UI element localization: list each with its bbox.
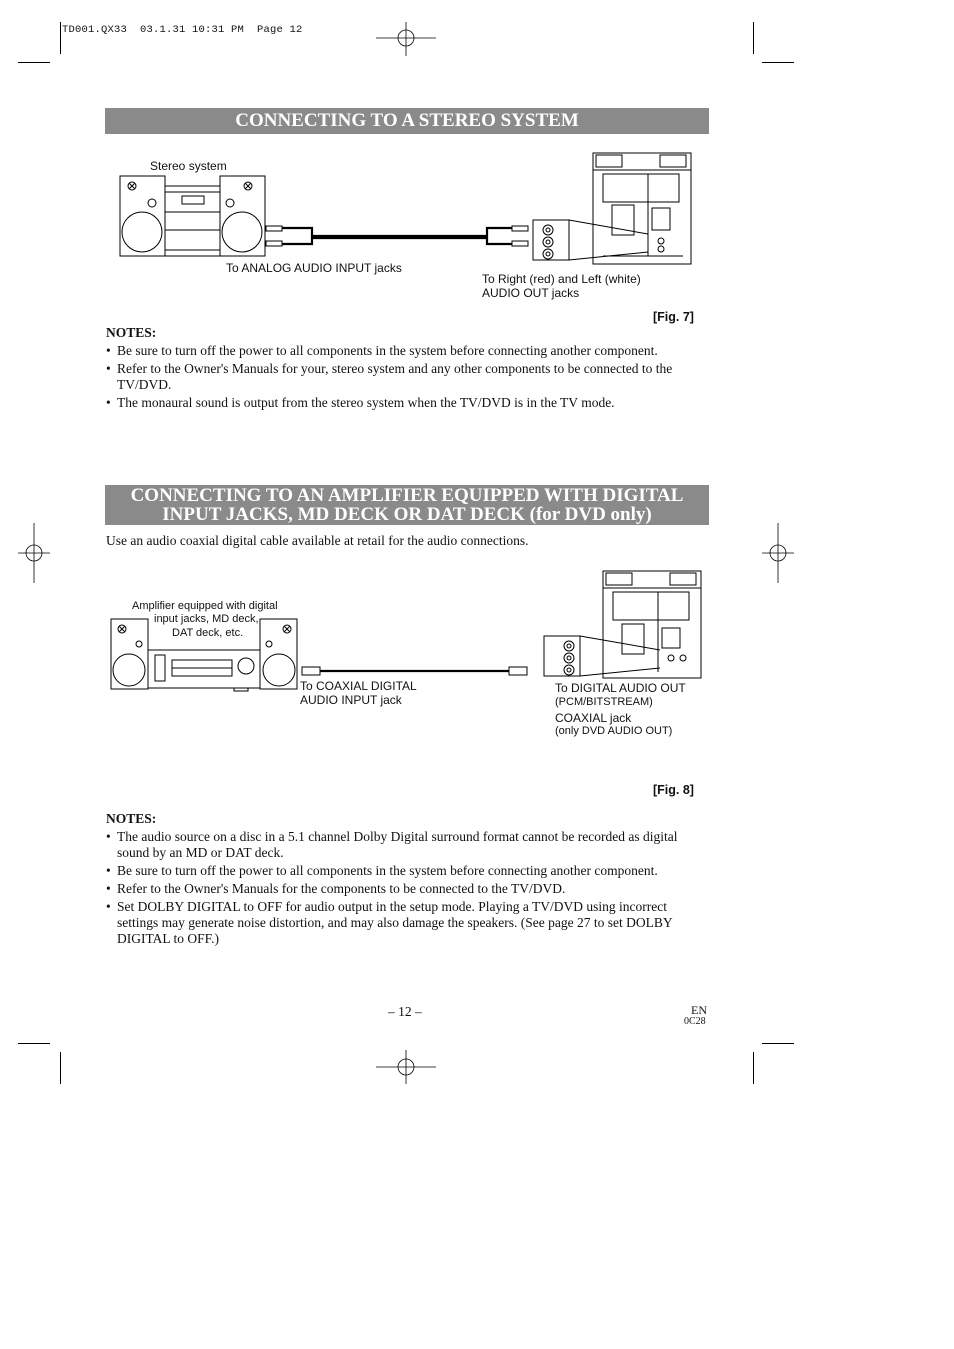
amp-label-line1: Amplifier equipped with digital <box>132 600 278 612</box>
digital-out-label-line1: To DIGITAL AUDIO OUT <box>555 681 686 695</box>
list-item: • The audio source on a disc in a 5.1 channel Dolby Digital surround format cannot be recorded as digital sound by an MD or DAT deck. <box>106 829 706 861</box>
language-code: EN <box>691 1003 707 1017</box>
print-slug: TD001.QX33 03.1.31 10:31 PM Page 12 <box>62 24 303 36</box>
intro-text: Use an audio coaxial digital cable available at retail for the audio connections. <box>106 533 529 548</box>
digital-out-label-line4: (only DVD AUDIO OUT) <box>555 725 673 737</box>
document-code: 0C28 <box>684 1016 706 1027</box>
list-item: • Refer to the Owner's Manuals for the components to be connected to the TV/DVD. <box>106 881 706 897</box>
digital-out-label-line3: COAXIAL jack <box>555 711 632 725</box>
list-item: • Set DOLBY DIGITAL to OFF for audio output in the setup mode. Playing a TV/DVD using incorrect settings may generate noise distortion, and may also damage the speakers. (See page 27 to set DOLBY DIGITAL to OFF.) <box>106 899 706 947</box>
notes-heading-2: NOTES: <box>106 811 157 826</box>
audio-out-label-line1: To Right (red) and Left (white) <box>482 272 641 286</box>
list-item: • Refer to the Owner's Manuals for your, stereo system and any other components to be connected to the TV/DVD. <box>106 361 706 393</box>
notes-list-2 <box>106 829 706 949</box>
digital-out-label-line2: (PCM/BITSTREAM) <box>555 696 653 708</box>
audio-out-label-line2: AUDIO OUT jacks <box>482 286 580 300</box>
coax-input-label-line2: AUDIO INPUT jack <box>300 693 402 707</box>
coax-input-label-line1: To COAXIAL DIGITAL <box>300 679 417 693</box>
list-item: • Be sure to turn off the power to all components in the system before connecting another component. <box>106 863 706 879</box>
analog-input-label: To ANALOG AUDIO INPUT jacks <box>226 261 402 275</box>
amp-label-line2: input jacks, MD deck, <box>154 613 259 625</box>
section-title-line2: INPUT JACKS, MD DECK OR DAT DECK (for DVD only) <box>162 504 652 525</box>
stereo-system-label: Stereo system <box>150 159 227 173</box>
notes-heading-1: NOTES: <box>106 325 157 340</box>
page-number: – 12 – <box>388 1004 422 1019</box>
list-item: • Be sure to turn off the power to all components in the system before connecting another component. <box>106 343 706 359</box>
amp-label-line3: DAT deck, etc. <box>172 627 244 639</box>
fig8-label: [Fig. 8] <box>653 783 694 797</box>
list-item: • The monaural sound is output from the stereo system when the TV/DVD is in the TV mode. <box>106 395 706 411</box>
coaxial-cable <box>302 667 527 675</box>
section-title-stereo: CONNECTING TO A STEREO SYSTEM <box>105 108 709 134</box>
section-title-line1: CONNECTING TO AN AMPLIFIER EQUIPPED WITH DIGITAL <box>130 485 684 506</box>
tv-dvd-rear-illustration-2 <box>544 571 701 678</box>
fig7-label: [Fig. 7] <box>653 310 694 324</box>
